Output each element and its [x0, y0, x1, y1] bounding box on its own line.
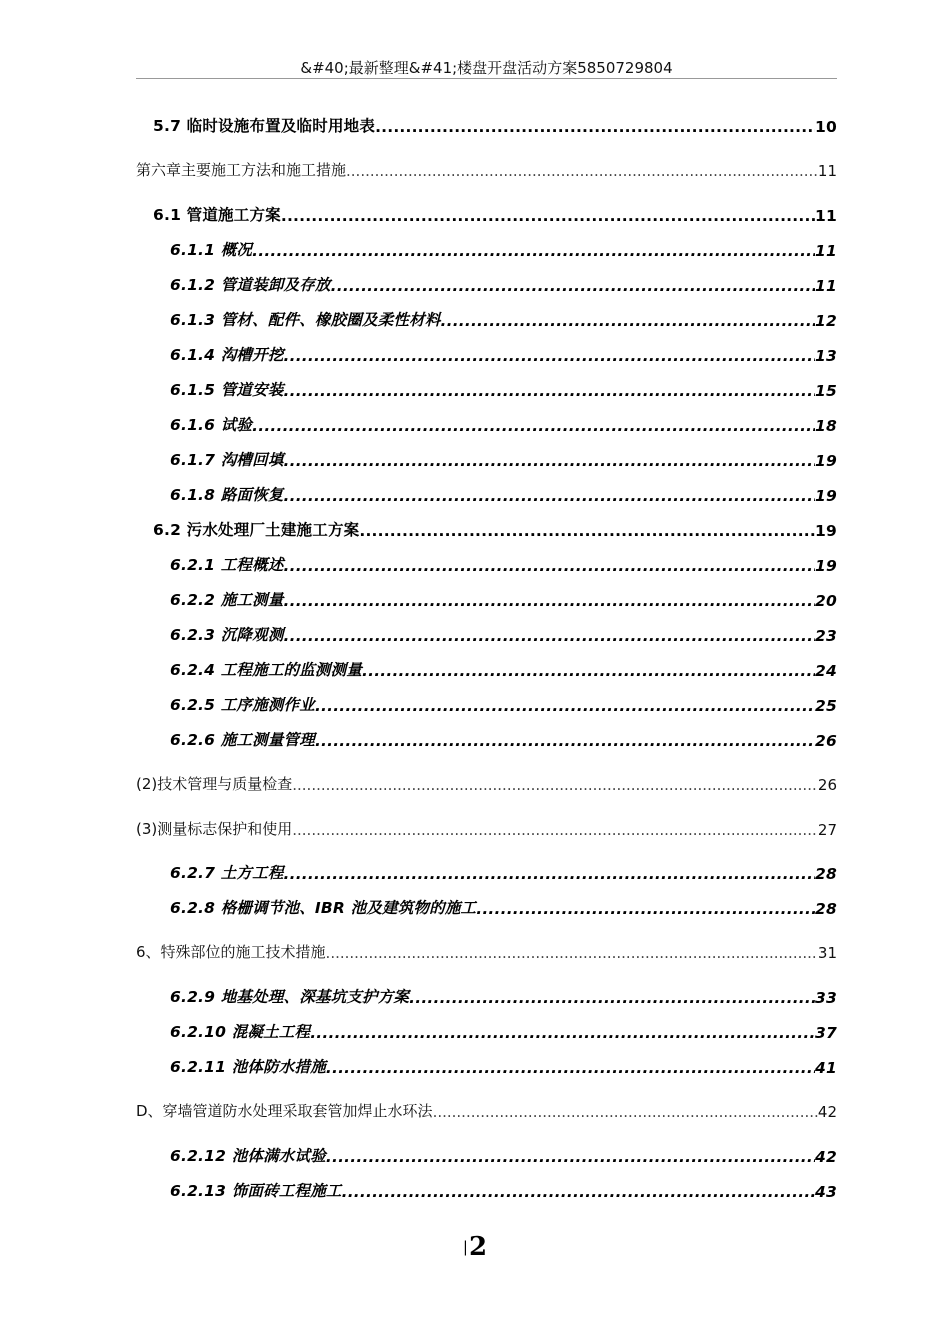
toc-entry[interactable]: [136, 859, 837, 883]
toc-leader-dots: [284, 592, 815, 610]
toc-entry-title: 6.2.11 池体防水措施: [170, 1058, 326, 1076]
toc-entry-page: 25: [815, 697, 837, 715]
toc-entry[interactable]: [136, 894, 837, 918]
toc-entry[interactable]: [136, 1177, 837, 1201]
toc-leader-dots: [252, 242, 815, 260]
toc-leader-dots: [359, 522, 815, 540]
toc-entry-title: 6、特殊部位的施工技术措施: [136, 943, 326, 961]
toc-entry[interactable]: [136, 726, 837, 750]
toc-entry-title: 6.2.10 混凝土工程: [170, 1023, 311, 1041]
toc-entry-page: 19: [815, 452, 837, 470]
toc-leader-dots: [292, 776, 818, 794]
toc-entry-title: 6.2.8 格栅调节池、IBR 池及建筑物的施工: [170, 899, 477, 917]
toc-entry-page: 11: [817, 162, 837, 180]
header-rule: [136, 78, 837, 79]
toc-leader-dots: [292, 821, 818, 839]
toc-entry[interactable]: [136, 271, 837, 295]
toc-entry-page: 11: [815, 242, 837, 260]
page-number: [0, 1232, 950, 1262]
toc-entry-page: 19: [815, 487, 837, 505]
toc-entry[interactable]: [136, 691, 837, 715]
toc-entry-title: 6.2.3 沉降观测: [170, 626, 284, 644]
toc-entry[interactable]: [136, 1053, 837, 1077]
toc-entry-page: 27: [817, 821, 837, 839]
toc-entry-page: 26: [817, 776, 837, 794]
toc-entry-title: 6.2.4 工程施工的监测测量: [170, 661, 363, 679]
toc-leader-dots: [331, 277, 815, 295]
toc-entry-page: 20: [815, 592, 837, 610]
toc-leader-dots: [252, 417, 815, 435]
toc-entry-page: 26: [815, 732, 837, 750]
toc-leader-dots: [375, 118, 815, 136]
toc-entry-title: 6.2.7 土方工程: [170, 864, 284, 882]
toc-leader-dots: [326, 944, 818, 962]
toc-entry-page: 28: [815, 865, 837, 883]
toc-leader-dots: [362, 662, 815, 680]
toc-entry-page: 28: [815, 900, 837, 918]
toc-leader-dots: [310, 1024, 815, 1042]
toc-leader-dots: [441, 312, 815, 330]
toc-entry-title: 6.2.2 施工测量: [170, 591, 284, 609]
page-header: &#40;最新整理&#41;楼盘开盘活动方案5850729804: [300, 59, 673, 77]
toc-entry-page: 24: [815, 662, 837, 680]
toc-entry[interactable]: [136, 938, 837, 962]
toc-entry-page: 11: [815, 207, 837, 225]
toc-entry-title: 6.1.2 管道装卸及存放: [170, 276, 331, 294]
toc-entry-title: 6.1 管道施工方案: [153, 206, 281, 224]
toc-leader-dots: [284, 865, 815, 883]
toc-entry[interactable]: [136, 1097, 837, 1121]
toc-entry-page: 19: [815, 557, 837, 575]
toc-entry-page: 23: [815, 627, 837, 645]
toc-entry-title: (3)测量标志保护和使用: [136, 820, 293, 838]
toc-entry-title: 6.2.6 施工测量管理: [170, 731, 315, 749]
toc-entry-title: 6.2.5 工序施测作业: [170, 696, 315, 714]
toc-entry[interactable]: [136, 341, 837, 365]
toc-leader-dots: [409, 989, 815, 1007]
toc-entry-page: 10: [815, 118, 837, 136]
toc-entry-page: 42: [815, 1148, 837, 1166]
toc-leader-dots: [284, 487, 815, 505]
toc-entry-title: (2)技术管理与质量检查: [136, 775, 293, 793]
toc-leader-dots: [346, 162, 818, 180]
toc-leader-dots: [342, 1183, 815, 1201]
toc-entry-title: 6.2.12 池体满水试验: [170, 1147, 326, 1165]
toc-entry-title: 6.1.5 管道安装: [170, 381, 284, 399]
toc-leader-dots: [326, 1059, 815, 1077]
toc-leader-dots: [284, 627, 815, 645]
toc-leader-dots: [284, 452, 815, 470]
toc-entry-page: 13: [815, 347, 837, 365]
toc-entry-title: 6.1.7 沟槽回填: [170, 451, 284, 469]
toc-entry-title: 6.2.13 饰面砖工程施工: [170, 1182, 342, 1200]
toc-leader-dots: [284, 382, 815, 400]
toc-entry-title: 6.1.6 试验: [170, 416, 253, 434]
toc-entry[interactable]: [136, 1142, 837, 1166]
toc-leader-dots: [284, 557, 815, 575]
toc-entry[interactable]: [136, 411, 837, 435]
toc-entry[interactable]: [136, 621, 837, 645]
toc-leader-dots: [433, 1103, 818, 1121]
toc-entry-title: 6.1.4 沟槽开挖: [170, 346, 284, 364]
toc-entry[interactable]: [136, 516, 837, 540]
toc-leader-dots: [284, 347, 815, 365]
toc-entry[interactable]: [136, 551, 837, 575]
toc-entry-title: 6.2.9 地基处理、深基坑支护方案: [170, 988, 410, 1006]
toc-entry-page: 43: [815, 1183, 837, 1201]
toc-leader-dots: [281, 207, 815, 225]
toc-entry-title: 6.1.1 概况: [170, 241, 253, 259]
toc-entry[interactable]: [136, 201, 837, 225]
toc-entry-title: 6.1.8 路面恢复: [170, 486, 284, 504]
toc-entry-title: 6.1.3 管材、配件、橡胶圈及柔性材料: [170, 311, 441, 329]
toc-entry[interactable]: [136, 815, 837, 839]
toc-entry-page: 18: [815, 417, 837, 435]
toc-entry[interactable]: [136, 770, 837, 794]
toc-entry-page: 41: [815, 1059, 837, 1077]
toc-entry[interactable]: [136, 586, 837, 610]
toc-entry-page: 37: [815, 1024, 837, 1042]
toc-entry-page: 12: [815, 312, 837, 330]
toc-leader-dots: [315, 697, 815, 715]
toc-entry[interactable]: [136, 656, 837, 680]
toc-leader-dots: [315, 732, 815, 750]
toc-entry-page: 11: [815, 277, 837, 295]
page-number-value: 2: [468, 1232, 488, 1262]
toc-entry[interactable]: [136, 376, 837, 400]
toc-entry-page: 19: [815, 522, 837, 540]
toc-entry[interactable]: [136, 983, 837, 1007]
toc-entry-title: 6.2.1 工程概述: [170, 556, 284, 574]
toc-entry-title: 第六章主要施工方法和施工措施: [136, 161, 347, 179]
toc-entry[interactable]: [136, 236, 837, 260]
toc-entry-page: 33: [815, 989, 837, 1007]
toc-entry-page: 31: [817, 944, 837, 962]
toc-entry-page: 42: [817, 1103, 837, 1121]
toc-entry[interactable]: [136, 112, 837, 136]
toc-entry[interactable]: [136, 481, 837, 505]
toc-leader-dots: [326, 1148, 815, 1166]
toc-leader-dots: [476, 900, 815, 918]
toc-entry[interactable]: [136, 306, 837, 330]
toc-entry-title: D、穿墙管道防水处理采取套管加焊止水环法: [136, 1102, 433, 1120]
toc-entry[interactable]: [136, 1018, 837, 1042]
toc-entry[interactable]: [136, 156, 837, 180]
toc-entry-page: 15: [815, 382, 837, 400]
toc-entry-title: 5.7 临时设施布置及临时用地表: [153, 117, 376, 135]
page-number-bar: |: [462, 1238, 468, 1256]
toc-entry[interactable]: [136, 446, 837, 470]
toc-entry-title: 6.2 污水处理厂土建施工方案: [153, 521, 360, 539]
